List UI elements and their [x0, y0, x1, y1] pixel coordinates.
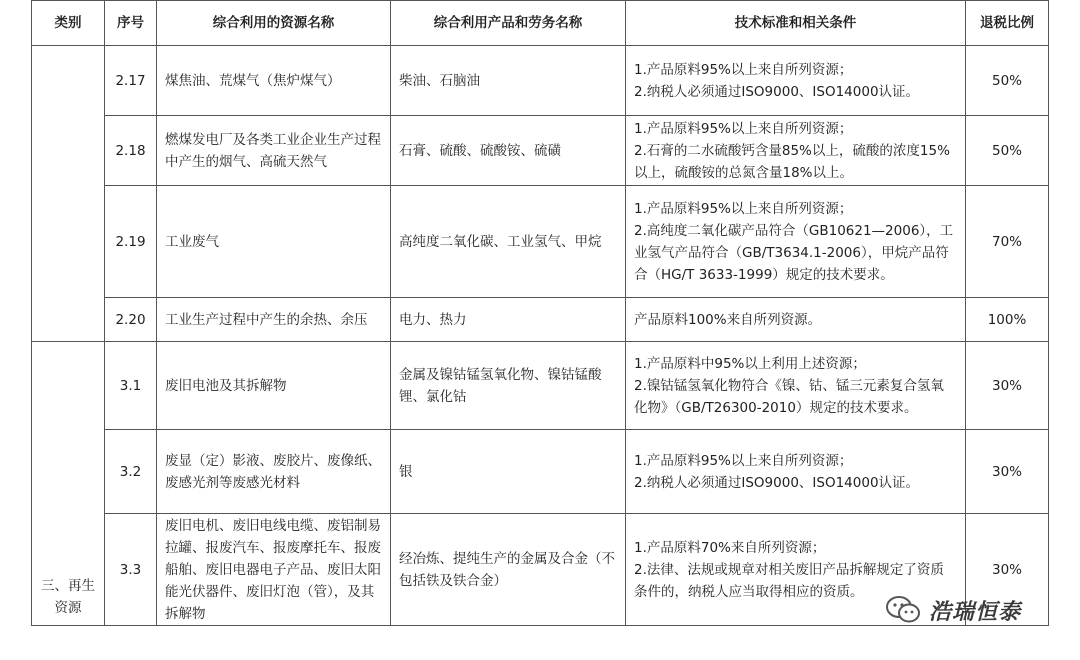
table-row [32, 116, 1049, 186]
product-name: 柴油、石脑油 [391, 46, 626, 116]
refund-ratio: 50% [966, 46, 1049, 116]
resource-name: 废显（定）影液、废胶片、废像纸、废感光剂等废感光材料 [157, 430, 391, 514]
resource-name: 燃煤发电厂及各类工业企业生产过程中产生的烟气、高硫天然气 [157, 116, 391, 186]
table-row [32, 186, 1049, 298]
row-number: 2.19 [105, 186, 157, 298]
refund-ratio: 70% [966, 186, 1049, 298]
resource-name: 工业生产过程中产生的余热、余压 [157, 298, 391, 342]
row-number: 3.2 [105, 430, 157, 514]
refund-ratio: 50% [966, 116, 1049, 186]
product-name: 石膏、硫酸、硫酸铵、硫磺 [391, 116, 626, 186]
header-number: 序号 [105, 1, 157, 46]
table-row [32, 298, 1049, 342]
product-name: 经冶炼、提纯生产的金属及合金（不包括铁及铁合金） [391, 514, 626, 626]
resource-name: 废旧电池及其拆解物 [157, 342, 391, 430]
product-name: 电力、热力 [391, 298, 626, 342]
watermark-text: 浩瑞恒泰 [929, 599, 1022, 625]
header-ratio: 退税比例 [966, 1, 1049, 46]
tech-standard: 1.产品原料中95%以上利用上述资源； 2.镍钴锰氢氧化物符合《镍、钴、锰三元素复合氢氧化物》（GB/T26300-2010）规定的技术要求。 [626, 342, 966, 430]
refund-ratio: 30% [966, 514, 1049, 626]
refund-ratio: 30% [966, 430, 1049, 514]
row-number: 3.3 [105, 514, 157, 626]
refund-ratio: 100% [966, 298, 1049, 342]
table-row [32, 430, 1049, 514]
tax-refund-table [31, 0, 1049, 626]
table-row [32, 46, 1049, 116]
resource-name: 工业废气 [157, 186, 391, 298]
table-header-row [32, 1, 1049, 46]
row-number: 2.20 [105, 298, 157, 342]
row-number: 3.1 [105, 342, 157, 430]
resource-name: 废旧电机、废旧电线电缆、废铝制易拉罐、报废汽车、报废摩托车、报废船舶、废旧电器电子产品、废旧太阳能光伏器件、废旧灯泡（管），及其拆解物 [157, 514, 391, 626]
header-category: 类别 [32, 1, 105, 46]
product-name: 银 [391, 430, 626, 514]
category-cell-empty [32, 46, 105, 342]
tech-standard: 1.产品原料95%以上来自所列资源； 2.石膏的二水硫酸钙含量85%以上，硫酸的浓度15%以上，硫酸铵的总氮含量18%以上。 [626, 116, 966, 186]
tech-standard: 产品原料100%来自所列资源。 [626, 298, 966, 342]
wechat-icon [885, 595, 921, 625]
refund-ratio: 30% [966, 342, 1049, 430]
tech-standard: 1.产品原料95%以上来自所列资源； 2.纳税人必须通过ISO9000、ISO14000认证。 [626, 46, 966, 116]
tech-standard: 1.产品原料70%来自所列资源； 2.法律、法规或规章对相关废旧产品拆解规定了资质条件的，纳税人应当取得相应的资质。 [626, 514, 966, 626]
category-renewable-resources: 三、再生资源 [32, 342, 105, 626]
watermark [885, 594, 1021, 626]
resource-name: 煤焦油、荒煤气（焦炉煤气） [157, 46, 391, 116]
row-number: 2.18 [105, 116, 157, 186]
row-number: 2.17 [105, 46, 157, 116]
header-standard: 技术标准和相关条件 [626, 1, 966, 46]
product-name: 金属及镍钴锰氢氧化物、镍钴锰酸锂、氯化钴 [391, 342, 626, 430]
table-row [32, 342, 1049, 430]
header-resource: 综合利用的资源名称 [157, 1, 391, 46]
product-name: 高纯度二氧化碳、工业氢气、甲烷 [391, 186, 626, 298]
header-product: 综合利用产品和劳务名称 [391, 1, 626, 46]
tech-standard: 1.产品原料95%以上来自所列资源； 2.纳税人必须通过ISO9000、ISO14000认证。 [626, 430, 966, 514]
tech-standard: 1.产品原料95%以上来自所列资源； 2.高纯度二氧化碳产品符合（GB10621—2006），工业氢气产品符合（GB/T3634.1-2006），甲烷产品符合（HG/T 3633-1999）规定的技术要求。 [626, 186, 966, 298]
